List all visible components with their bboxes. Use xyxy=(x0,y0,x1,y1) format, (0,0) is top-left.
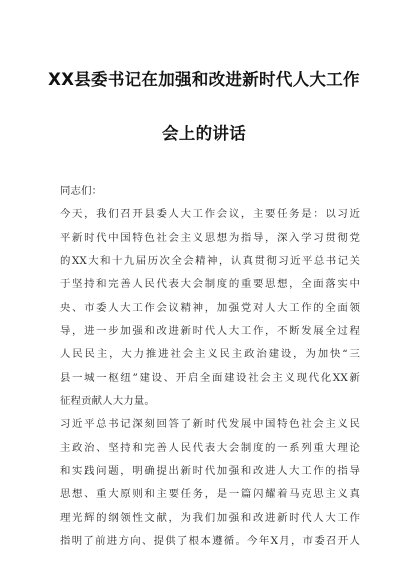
paragraph-2-line: 指明了前进方向、提供了根本遵循。今年X月，市委召开人 xyxy=(60,535,360,548)
paragraph-1-line: 平新时代中国特色社会主义思想为指导，深入学习贯彻党 xyxy=(60,231,360,244)
paragraph-2-line: 思想、重大原则和主要任务，是一篇闪耀着马克思主义真 xyxy=(60,488,360,501)
greeting: 同志们： xyxy=(60,185,103,197)
paragraph-1-line: 导，进一步加强和改进新时代人大工作，不断发展全过程 xyxy=(60,325,360,338)
document-body xyxy=(60,180,360,554)
paragraph-1-line: 人民民主，大力推进社会主义民主政治建设，为加快“三 xyxy=(60,348,360,361)
paragraph-1-line: 央、市委人大工作会议精神，加强党对人大工作的全面领 xyxy=(60,301,360,314)
paragraph-1-line: 今天，我们召开县委人大工作会议，主要任务是：以习近 xyxy=(60,208,360,221)
paragraph-1-line: 征程贡献人大力量。 xyxy=(60,395,155,408)
paragraph-1-line: 于坚持和完善人民代表大会制度的重要思想，全面落实中 xyxy=(60,278,360,291)
document-title-line-1: XX县委书记在加强和改进新时代人大工作 xyxy=(48,70,360,89)
document-title-line-2: 会上的讲话 xyxy=(162,124,246,143)
paragraph-2-line: 主政治、坚持和完善人民代表大会制度的一系列重大理论 xyxy=(60,441,360,454)
paragraph-2-line: 习近平总书记深刻回答了新时代发展中国特色社会主义民 xyxy=(60,418,360,431)
paragraph-2-line: 和实践问题，明确提出新时代加强和改进人大工作的指导 xyxy=(60,465,360,478)
paragraph-2-line: 理光辉的纲领性文献，为我们加强和改进新时代人大工作 xyxy=(60,511,360,524)
paragraph-1-line: 的XX大和十九届历次全会精神，认真贯彻习近平总书记关 xyxy=(60,255,360,268)
paragraph-1-line: 县一城一枢纽”建设、开启全面建设社会主义现代化XX新 xyxy=(60,371,360,384)
